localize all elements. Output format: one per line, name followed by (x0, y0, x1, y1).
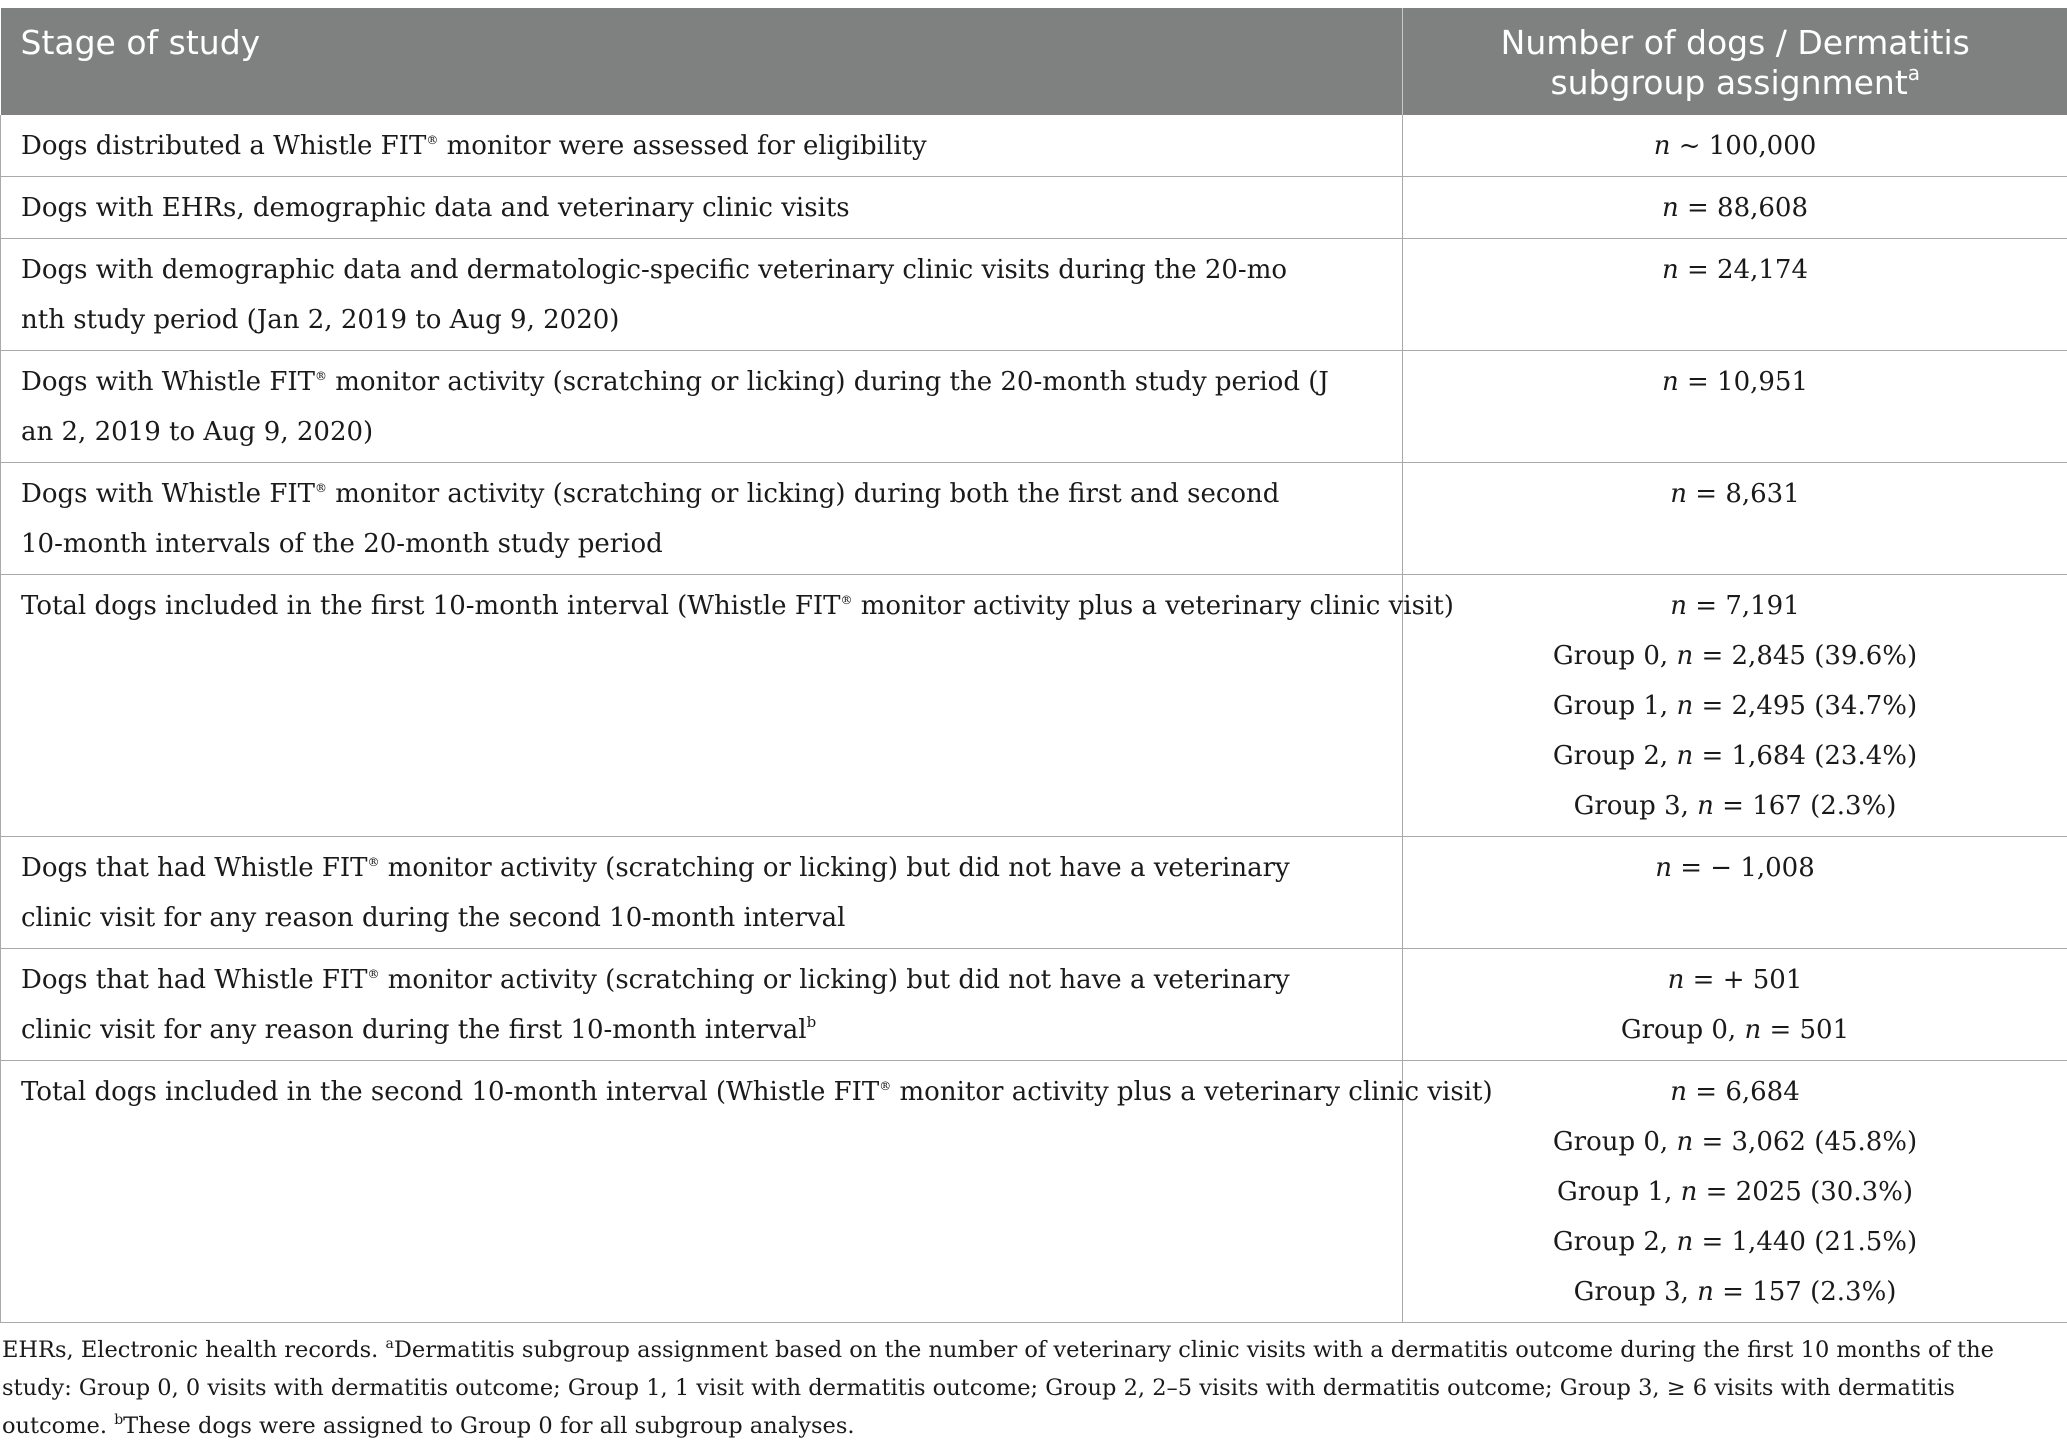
count-cell (1403, 575, 2067, 837)
table-row (1, 351, 2067, 463)
header-footnote-mark: a (1907, 61, 1921, 85)
header-row (1, 8, 2067, 115)
table-row (1, 239, 2067, 351)
table-footnote (0, 1323, 2067, 1445)
table-row (1, 837, 2067, 949)
table-row (1, 177, 2067, 239)
stage-cell: Total dogs included in the second 10-month interval (Whistle FIT® monitor activity plus a veterinary clinic visit) (1, 1061, 1403, 1323)
footnote-b: These dogs were assigned to Group 0 for all subgroup analyses. (123, 1413, 855, 1439)
count-cell (1403, 115, 2067, 177)
header-number-text: Number of dogs / Dermatitis subgroup assignment (1500, 23, 1970, 102)
stage-cell: Dogs with demographic data and dermatologic-specific veterinary clinic visits during the 20-mo nth study period (Jan 2, 2019 to Aug 9, 2020) (1, 239, 1403, 351)
table-row (1, 463, 2067, 575)
stage-cell: Total dogs included in the first 10-month interval (Whistle FIT® monitor activity plus a veterinary clinic visit) (1, 575, 1403, 837)
count-value: Group 0, n = 501 (1620, 1015, 1850, 1045)
footnote-a: Dermatitis subgroup assignment based on the number of veterinary clinic visits with a dermatitis outcome during the first 10 months of the study: Group 0, 0 visits with dermatitis outcome; Group 1, 1 visit with dermatitis outcome; Group 2, 2–5 visits with dermatitis outcome; Group 3, ≥ 6 visits with dermatitis outcome. (2, 1337, 1994, 1439)
footnote-a-mark: a (385, 1336, 394, 1352)
count-value: n ~ 100,000 (1653, 131, 1817, 161)
count-value: n = 88,608 (1661, 193, 1809, 223)
count-value: n = 6,684 (1670, 1077, 1800, 1107)
stage-cell: Dogs that had Whistle FIT® monitor activity (scratching or licking) but did not have a veterinary clinic visit for any reason during the first 10-month interval$^b$ (1, 949, 1403, 1061)
count-value: n = 8,631 (1670, 479, 1800, 509)
count-cell (1403, 463, 2067, 575)
count-cell (1403, 1061, 2067, 1323)
header-number-of-dogs (1403, 8, 2067, 115)
count-value: Group 1, n = 2025 (30.3%) (1557, 1177, 1913, 1207)
stage-cell: Dogs with Whistle FIT® monitor activity (scratching or licking) during both the first and second 10-month intervals of the 20-month study period (1, 463, 1403, 575)
study-stages-table (0, 8, 2067, 1323)
count-value: n = + 501 (1667, 965, 1803, 995)
footnote-abbrev: EHRs, Electronic health records. (2, 1337, 379, 1363)
count-value: n = − 1,008 (1655, 853, 1815, 883)
count-cell (1403, 837, 2067, 949)
table-row (1, 575, 2067, 837)
header-stage: Stage of study (1, 8, 1403, 115)
table-row (1, 949, 2067, 1061)
table-row (1, 115, 2067, 177)
count-value: Group 0, n = 2,845 (39.6%) (1552, 641, 1918, 671)
footnote-b-mark: b (114, 1412, 124, 1428)
count-cell (1403, 351, 2067, 463)
count-value: n = 10,951 (1661, 367, 1809, 397)
count-value: Group 2, n = 1,440 (21.5%) (1552, 1227, 1918, 1257)
table-row (1, 1061, 2067, 1323)
stage-cell: Dogs with EHRs, demographic data and veterinary clinic visits (1, 177, 1403, 239)
stage-cell: Dogs that had Whistle FIT® monitor activity (scratching or licking) but did not have a veterinary clinic visit for any reason during the second 10-month interval (1, 837, 1403, 949)
count-value: Group 1, n = 2,495 (34.7%) (1552, 691, 1918, 721)
table-body (1, 115, 2067, 1323)
count-value: Group 0, n = 3,062 (45.8%) (1552, 1127, 1918, 1157)
count-value: n = 7,191 (1670, 591, 1800, 621)
count-value: n = 24,174 (1661, 255, 1809, 285)
count-value: Group 3, n = 167 (2.3%) (1573, 791, 1897, 821)
count-cell (1403, 177, 2067, 239)
count-cell (1403, 949, 2067, 1061)
count-value: Group 2, n = 1,684 (23.4%) (1552, 741, 1918, 771)
stage-cell: Dogs with Whistle FIT® monitor activity (scratching or licking) during the 20-month study period (J an 2, 2019 to Aug 9, 2020) (1, 351, 1403, 463)
count-value: Group 3, n = 157 (2.3%) (1573, 1277, 1897, 1307)
table-figure (0, 8, 2067, 1445)
count-cell (1403, 239, 2067, 351)
stage-cell: Dogs distributed a Whistle FIT® monitor were assessed for eligibility (1, 115, 1403, 177)
